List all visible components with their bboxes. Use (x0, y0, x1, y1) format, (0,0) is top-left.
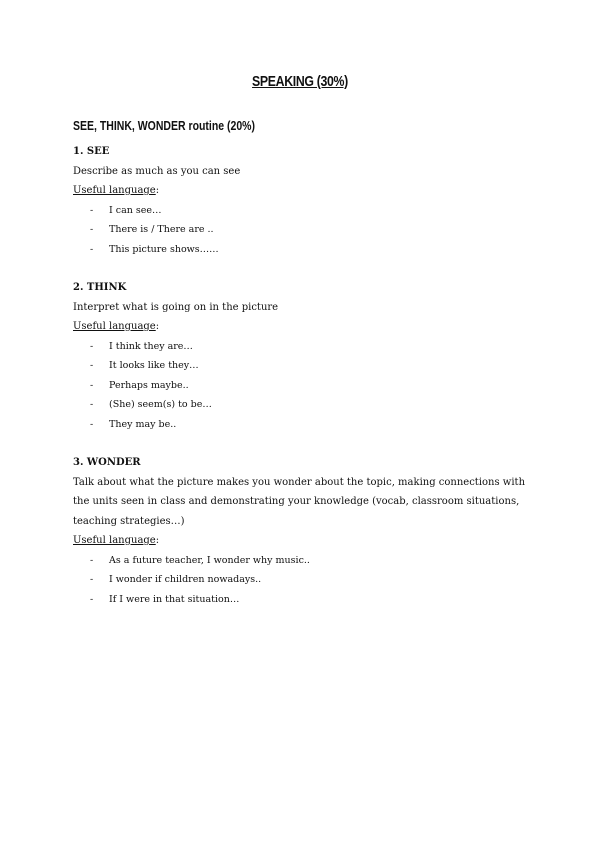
section-description: Describe as much as you can see (73, 165, 241, 177)
list-item-text: There is / There are .. (109, 224, 214, 235)
list-item (73, 337, 533, 357)
useful-language-text: Useful language (73, 321, 156, 332)
list-item-text: If I were in that situation… (109, 593, 240, 605)
useful-language-colon: : (155, 321, 160, 332)
list-item (73, 395, 533, 415)
list-item-text: It looks like they… (109, 360, 199, 371)
routine-subtitle: SEE, THINK, WONDER routine (20%) (73, 119, 256, 133)
dash-bullet: - (90, 360, 94, 371)
dash-bullet: - (90, 574, 94, 585)
dash-bullet: - (90, 224, 94, 235)
list-item-text: I can see… (109, 204, 162, 216)
list-item (73, 220, 533, 240)
section-heading: 1. SEE (73, 146, 110, 157)
list-item-text: They may be.. (109, 418, 177, 430)
list-item-text: As a future teacher, I wonder why music.. (109, 554, 310, 566)
list-item-text: Perhaps maybe.. (109, 379, 189, 391)
dash-bullet: - (90, 379, 94, 391)
section-description: Talk about what the picture makes you wonder about the topic, making connections with the units seen in class and demonstrating your knowledge (vocab, classroom situations, teaching strategies…) (73, 476, 526, 527)
page-title: SPEAKING (30%) (252, 73, 348, 90)
dash-bullet: - (90, 593, 94, 605)
list-item (73, 201, 533, 221)
section-description: Interpret what is going on in the picture (73, 301, 279, 313)
list-item (73, 551, 533, 571)
section-heading: 2. THINK (73, 282, 127, 293)
section-see (73, 142, 533, 259)
useful-language-colon: : (155, 535, 160, 546)
useful-language-text: Useful language (73, 185, 156, 196)
list-item-text: I wonder if children nowadays.. (109, 574, 262, 585)
list-item (73, 590, 533, 610)
dash-bullet: - (90, 399, 94, 410)
list-item-text: I think they are… (109, 340, 193, 352)
list-item (73, 376, 533, 396)
list-item (73, 240, 533, 260)
useful-language-label (73, 181, 533, 201)
useful-language-label (73, 531, 533, 551)
dash-bullet: - (90, 418, 94, 430)
useful-language-list (73, 551, 533, 610)
useful-language-list (73, 337, 533, 435)
dash-bullet: - (90, 204, 94, 216)
useful-language-colon: : (155, 185, 160, 196)
list-item-text: This picture shows…… (109, 243, 219, 255)
useful-language-text: Useful language (73, 535, 156, 546)
list-item (73, 415, 533, 435)
section-think (73, 278, 533, 434)
dash-bullet: - (90, 340, 94, 352)
section-heading: 3. WONDER (73, 457, 141, 468)
dash-bullet: - (90, 243, 94, 255)
list-item (73, 570, 533, 590)
section-wonder (73, 453, 533, 609)
list-item (73, 356, 533, 376)
useful-language-label (73, 317, 533, 337)
useful-language-list (73, 201, 533, 260)
list-item-text: (She) seem(s) to be… (109, 399, 212, 410)
dash-bullet: - (90, 554, 94, 566)
